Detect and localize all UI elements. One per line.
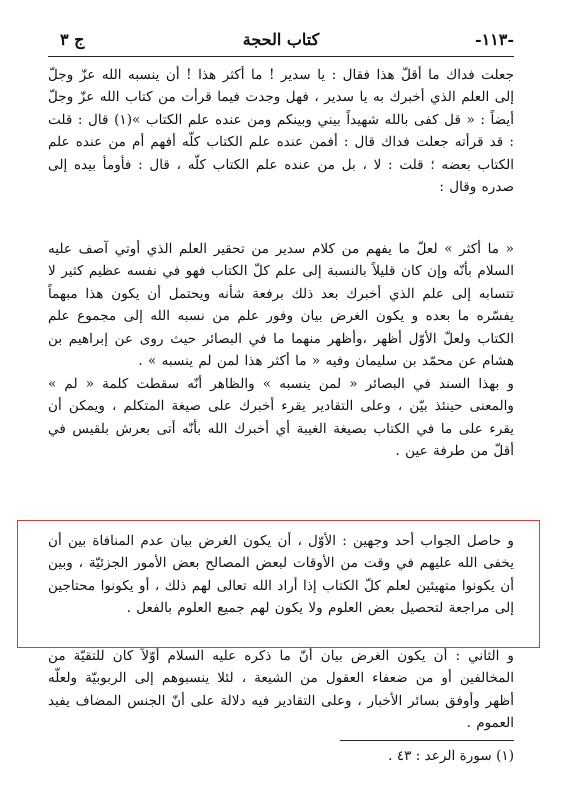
- commentary-block: [48, 238, 514, 372]
- header-rule: [48, 56, 514, 57]
- volume-label: ج ٣: [60, 30, 85, 49]
- commentary-block: [48, 373, 514, 463]
- commentary-block: [48, 645, 514, 735]
- highlight-box: [17, 520, 540, 648]
- paragraph: و بهذا السند في البصائر « لمن ينسبه » والظاهر أنّه سقطت كلمة « لم » والمعنى حينئذ بيّن ، وعلى التقادير يقرء أخبرك على صيغة المتكلم ، ويمكن أن يقرء على ما في الكتاب بصيغة الغيبة أي أخبرك الله بأنّه أتى بعرش بلقيس في أقلّ من طرفة عين .: [48, 376, 514, 460]
- paragraph: جعلت فداك ما أقلّ هذا فقال : يا سدير ! ما أكثر هذا ! أن ينسبه الله عزّ وجلّ إلى العلم الذي أخبرك به يا سدير ، فهل وجدت فيما قرأت من كتاب الله عزّ وجلّ أيضاً : « قل كفى بالله شهيداً بيني وبينكم ومن عنده علم الكتاب »(١) قال : قلت : قد قرأته جعلت فداك قال : أفمن عنده علم الكتاب كلّه أفهم أم من عنده علم الكتاب بعضه ؛ قلت : لا ، بل من عنده علم الكتاب كلّه ، قال : فأومأ بيده إلى صدره وقال :: [48, 67, 514, 196]
- hadith-text-block: [48, 64, 514, 198]
- book-title: كتاب الحجة: [242, 30, 320, 49]
- page-number: -١١٣-: [474, 30, 514, 49]
- paragraph: و الثاني : أن يكون الغرض بيان أنّ ما ذكره عليه السلام أوّلاً كان للتقيّة من المخالفين أو من ضعفاء العقول من الشيعة ، لئلا ينسبوهم إلى الربوبيّة ولعلّه أظهر وأوفق بسائر الأخبار ، وعلى التقادير فيه دلالة على أنّ الجنس المضاف يفيد العموم .: [48, 648, 514, 732]
- paragraph: و حاصل الجواب أحد وجهين : الأوّل ، أن يكون الغرض بيان عدم المنافاة بين أن يخفى الله عليهم في وقت من الأوقات لبعض المصالح بعض الأمور الجزئيّة ، وبين أن يكونوا متهيئين لعلم كلّ الكتاب إذا أراد الله تعالى لهم ذلك ، أو يكونوا محتاجين إلى مراجعة لتحصيل بعض العلوم ولا يكون لهم جميع العلوم بالفعل .: [48, 533, 514, 617]
- footnote: (١) سورة الرعد : ٤٣ .: [388, 748, 514, 764]
- paragraph: « ما أكثر » لعلّ ما يفهم من كلام سدير من تحقير العلم الذي أوتي آصف عليه السلام بأنّه وإن كان قليلاً بالنسبة إلى علم كلّ الكتاب فهو في نفسه عظيم كثير لا تتسابه إلى علم الذي أخبرك بعد ذلك برفعة شأنه ويحتمل أن يكون هذا مبهماً يفسّره ما بعده و يكون الغرض بيان وفور علم من نسبه الله إلى مجموع علم الكتاب ولعلّ الأوّل أظهر ،وأظهر منهما ما في البصائر حيث روى عن إبراهيم بن هشام عن محمّد بن سليمان وفيه « ما أكثر هذا لمن لم ينسبه » .: [48, 241, 514, 370]
- footnote-rule: [340, 740, 514, 741]
- page-header: [48, 30, 514, 52]
